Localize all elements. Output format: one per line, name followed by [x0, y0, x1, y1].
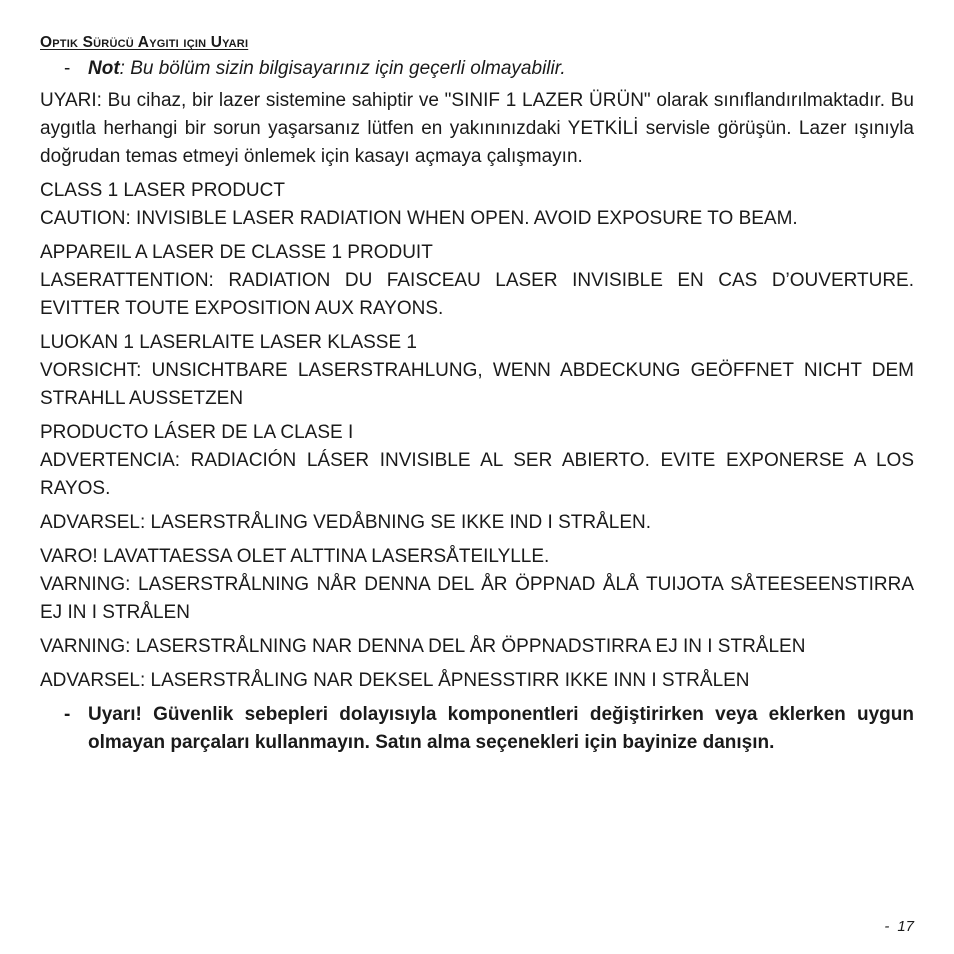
finnish-swedish-warning	[40, 543, 914, 627]
english-line-2: CAUTION: INVISIBLE LASER RADIATION WHEN OPEN. AVOID EXPOSURE TO BEAM.	[40, 208, 798, 229]
french-line-1: APPAREIL A LASER DE CLASSE 1 PRODUIT	[40, 242, 433, 263]
document-page	[40, 34, 914, 757]
warning-dash: -	[64, 704, 71, 725]
spanish-warning	[40, 419, 914, 503]
note-content	[64, 58, 566, 79]
german-line-1: LUOKAN 1 LASERLAITE LASER KLASSE 1	[40, 332, 418, 353]
swedish-line-2: VARNING: LASERSTRÅLNING NÅR DENNA DEL ÅR ÖPPNAD ÅLÅ TUIJOTA SÅTEESEENSTIRRA EJ IN I STRÅLEN	[40, 574, 914, 623]
note-text: : Bu bölüm sizin bilgisayarınız için geçerli olmayabilir.	[119, 58, 566, 79]
french-warning	[40, 239, 914, 323]
danish-warning: ADVARSEL: LASERSTRÅLING VEDÅBNING SE IKKE IND I STRÅLEN.	[40, 512, 651, 533]
safety-warning	[40, 701, 914, 757]
note-label: Not	[88, 58, 120, 79]
footer-dash: -	[884, 918, 890, 935]
german-line-2: VORSICHT: UNSICHTBARE LASERSTRAHLUNG, WENN ABDECKUNG GEÖFFNET NICHT DEM STRAHLL AUSSETZEN	[40, 360, 914, 409]
french-line-2: LASERATTENTION: RADIATION DU FAISCEAU LASER INVISIBLE EN CAS D’OUVERTURE. EVITTER TOUTE EXPOSITION AUX RAYONS.	[40, 270, 914, 319]
english-warning	[40, 177, 914, 233]
swedish-warning: VARNING: LASERSTRÅLNING NAR DENNA DEL ÅR ÖPPNADSTIRRA EJ IN I STRÅLEN	[40, 636, 806, 657]
uyari-paragraph: UYARI: Bu cihaz, bir lazer sistemine sahiptir ve "SINIF 1 LAZER ÜRÜN" olarak sınıflandırılmaktadır. Bu aygıtla herhangi bir sorun yaşarsanız lütfen en yakınınızdaki YETKİLİ servisle görüşün. Lazer ışınıyla doğrudan temas etmeyi önlemek için kasayı açmaya çalışmayın.	[40, 90, 914, 167]
page-footer	[884, 918, 914, 935]
english-line-1: CLASS 1 LASER PRODUCT	[40, 180, 285, 201]
section-heading: Optik Sürücü Aygıtı için Uyarı	[40, 34, 249, 51]
note-dash: -	[64, 58, 71, 79]
spanish-line-2: ADVERTENCIA: RADIACIÓN LÁSER INVISIBLE AL SER ABIERTO. EVITE EXPONERSE A LOS RAYOS.	[40, 450, 914, 499]
page-number: 17	[897, 918, 914, 935]
norwegian-warning: ADVARSEL: LASERSTRÅLING NAR DEKSEL ÅPNESSTIRR IKKE INN I STRÅLEN	[40, 670, 750, 691]
german-warning	[40, 329, 914, 413]
finnish-line-1: VARO! LAVATTAESSA OLET ALTTINA LASERSÅTEILYLLE.	[40, 546, 550, 567]
note-line	[40, 55, 914, 83]
spanish-line-1: PRODUCTO LÁSER DE LA CLASE I	[40, 422, 354, 443]
warning-text: Uyarı! Güvenlik sebepleri dolayısıyla komponentleri değiştirirken veya eklerken uygun olmayan parçaları kullanmayın. Satın alma seçenekleri için bayinize danışın.	[88, 704, 914, 753]
